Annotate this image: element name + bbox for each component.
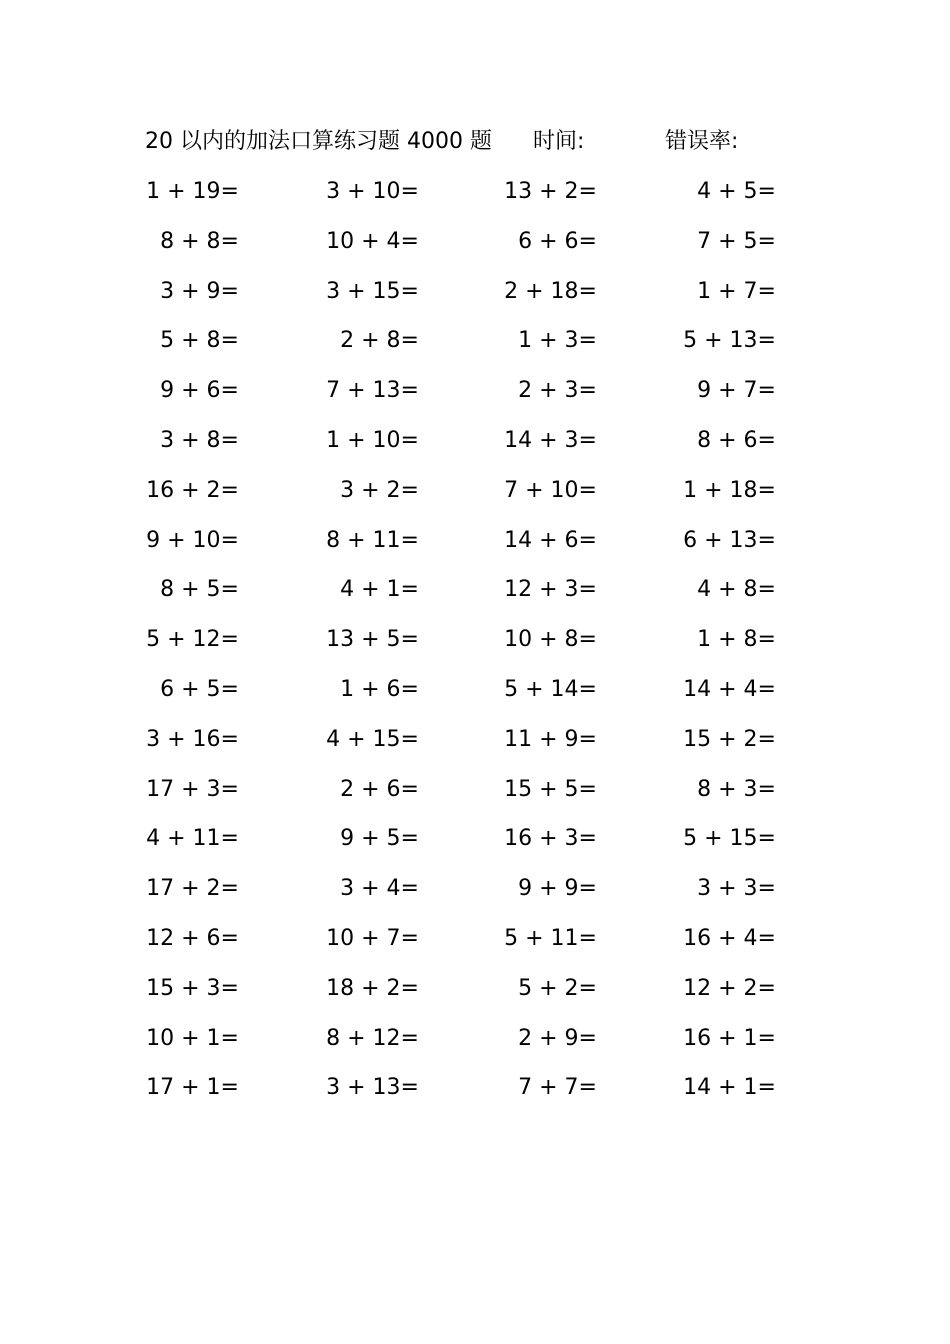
- problem-row: [0, 373, 950, 423]
- problem-row: [0, 1021, 950, 1071]
- problem-row: [0, 423, 950, 473]
- math-problem: 4 + 5=: [697, 179, 776, 204]
- problem-row: [0, 1070, 950, 1120]
- math-problem: 9 + 5=: [340, 826, 419, 852]
- math-problem: 13 + 2=: [504, 179, 597, 204]
- math-problem: 3 + 10=: [326, 179, 419, 204]
- math-problem: 12 + 3=: [504, 577, 597, 603]
- problem-row: [0, 871, 950, 921]
- math-problem: 3 + 16=: [146, 726, 239, 752]
- math-problem: 17 + 2=: [146, 876, 239, 902]
- problem-row: [0, 622, 950, 672]
- math-problem: 3 + 13=: [326, 1075, 419, 1101]
- math-problem: 12 + 2=: [683, 975, 776, 1001]
- error-rate-label: 错误率:: [665, 129, 739, 154]
- math-problem: 7 + 13=: [326, 378, 419, 404]
- math-problem: 15 + 5=: [504, 776, 597, 802]
- math-problem: 5 + 15=: [683, 826, 776, 852]
- math-problem: 4 + 11=: [146, 826, 239, 852]
- math-problem: 8 + 5=: [160, 577, 239, 603]
- problem-row: [0, 722, 950, 772]
- math-problem: 1 + 19=: [146, 179, 239, 204]
- problem-row: [0, 174, 950, 224]
- math-problem: 5 + 11=: [504, 925, 597, 951]
- math-problem: 9 + 6=: [160, 378, 239, 404]
- math-problem: 14 + 4=: [683, 676, 776, 702]
- math-problem: 1 + 7=: [697, 278, 776, 304]
- math-problem: 14 + 1=: [683, 1075, 776, 1101]
- math-problem: 12 + 6=: [146, 925, 239, 951]
- math-problem: 6 + 6=: [518, 228, 597, 254]
- math-problem: 7 + 7=: [518, 1075, 597, 1101]
- math-problem: 9 + 7=: [697, 378, 776, 404]
- math-problem: 16 + 4=: [683, 925, 776, 951]
- math-problem: 4 + 15=: [326, 726, 419, 752]
- math-problem: 8 + 6=: [697, 427, 776, 453]
- problem-row: [0, 224, 950, 274]
- math-problem: 3 + 4=: [340, 876, 419, 902]
- math-problem: 3 + 2=: [340, 477, 419, 503]
- math-problem: 17 + 3=: [146, 776, 239, 802]
- math-problem: 14 + 3=: [504, 427, 597, 453]
- time-label: 时间:: [533, 129, 585, 154]
- math-problem: 8 + 11=: [326, 527, 419, 553]
- math-problem: 3 + 3=: [697, 876, 776, 902]
- math-problem: 16 + 2=: [146, 477, 239, 503]
- problem-row: [0, 971, 950, 1021]
- math-problem: 8 + 12=: [326, 1025, 419, 1051]
- problem-row: [0, 672, 950, 722]
- math-problem: 10 + 7=: [326, 925, 419, 951]
- math-problem: 1 + 18=: [683, 477, 776, 503]
- math-problem: 14 + 6=: [504, 527, 597, 553]
- math-problem: 5 + 14=: [504, 676, 597, 702]
- math-problem: 6 + 13=: [683, 527, 776, 553]
- math-problem: 9 + 10=: [146, 527, 239, 553]
- math-problem: 1 + 6=: [340, 676, 419, 702]
- worksheet-title: 20 以内的加法口算练习题 4000 题: [145, 129, 492, 154]
- problem-row: [0, 572, 950, 622]
- math-problem: 17 + 1=: [146, 1075, 239, 1101]
- math-problem: 15 + 2=: [683, 726, 776, 752]
- math-problem: 13 + 5=: [326, 627, 419, 653]
- math-problem: 7 + 10=: [504, 477, 597, 503]
- math-problem: 4 + 1=: [340, 577, 419, 603]
- math-problem: 4 + 8=: [697, 577, 776, 603]
- math-problem: 3 + 9=: [160, 278, 239, 304]
- math-problem: 7 + 5=: [697, 228, 776, 254]
- math-problem: 1 + 10=: [326, 427, 419, 453]
- math-problem: 10 + 1=: [146, 1025, 239, 1051]
- math-problem: 3 + 15=: [326, 278, 419, 304]
- math-problem: 2 + 9=: [518, 1025, 597, 1051]
- math-problem: 16 + 3=: [504, 826, 597, 852]
- math-problem: 2 + 6=: [340, 776, 419, 802]
- math-problem: 2 + 8=: [340, 328, 419, 354]
- math-problem: 8 + 8=: [160, 228, 239, 254]
- math-problem: 2 + 18=: [504, 278, 597, 304]
- math-problem: 9 + 9=: [518, 876, 597, 902]
- math-problem: 5 + 2=: [518, 975, 597, 1001]
- problem-row: [0, 274, 950, 324]
- math-problem: 15 + 3=: [146, 975, 239, 1001]
- problem-row: [0, 323, 950, 373]
- math-problem: 5 + 13=: [683, 328, 776, 354]
- math-problem: 2 + 3=: [518, 378, 597, 404]
- math-problem: 6 + 5=: [160, 676, 239, 702]
- math-problem: 5 + 12=: [146, 627, 239, 653]
- math-problem: 11 + 9=: [504, 726, 597, 752]
- math-problem: 10 + 4=: [326, 228, 419, 254]
- math-problem: 1 + 3=: [518, 328, 597, 354]
- problem-row: [0, 921, 950, 971]
- problem-row: [0, 821, 950, 871]
- problem-row: [0, 523, 950, 573]
- problem-row: [0, 473, 950, 523]
- problem-row: [0, 772, 950, 822]
- problem-grid: [0, 174, 950, 1120]
- math-problem: 10 + 8=: [504, 627, 597, 653]
- math-problem: 18 + 2=: [326, 975, 419, 1001]
- math-problem: 8 + 3=: [697, 776, 776, 802]
- math-problem: 16 + 1=: [683, 1025, 776, 1051]
- math-problem: 1 + 8=: [697, 627, 776, 653]
- math-problem: 5 + 8=: [160, 328, 239, 354]
- math-problem: 3 + 8=: [160, 427, 239, 453]
